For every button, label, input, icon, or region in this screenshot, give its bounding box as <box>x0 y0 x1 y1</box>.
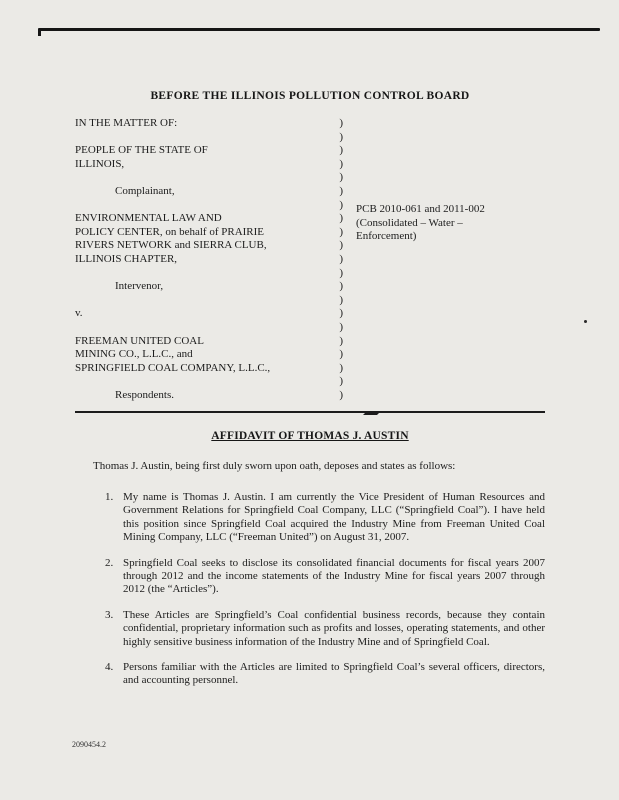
item-number: 3. <box>105 608 114 621</box>
court-title: BEFORE THE ILLINOIS POLLUTION CONTROL BOARD <box>150 90 470 102</box>
caption-divider-line <box>75 411 545 413</box>
caption-line <box>75 321 333 335</box>
caption-row <box>75 280 343 294</box>
caption-line <box>75 375 333 389</box>
affidavit-item <box>105 491 545 545</box>
caption-paren: ) <box>339 307 343 320</box>
caption-row <box>75 144 343 158</box>
caption-row <box>75 199 343 213</box>
caption-paren: ) <box>339 293 343 306</box>
caption-row <box>75 294 343 308</box>
caption-paren: ) <box>339 117 343 129</box>
document-number: 2090454.2 <box>72 740 106 749</box>
caption-paren: ) <box>339 157 343 170</box>
caption-row <box>75 131 343 145</box>
caption-row <box>75 362 343 376</box>
caption-line: Respondents. <box>115 388 174 401</box>
caption-row <box>75 348 343 362</box>
case-caption <box>75 117 545 402</box>
item-text: These Articles are Springfield’s Coal confidential business records, because they contain confidential, proprietary information such as profits and losses, operating statements, and other highly sensitive business information of the Industry Mine and of Springfield Coal. <box>123 608 545 648</box>
caption-row <box>75 239 343 253</box>
item-number: 1. <box>105 490 114 503</box>
affidavit-item <box>105 557 545 597</box>
caption-line: Complainant, <box>115 184 175 197</box>
caption-row <box>75 253 343 267</box>
caption-line: SPRINGFIELD COAL COMPANY, L.L.C., <box>75 361 271 374</box>
caption-paren: ) <box>339 171 343 184</box>
item-text: Persons familiar with the Articles are limited to Springfield Coal’s several officers, directors, and accounting personnel. <box>123 661 545 687</box>
caption-paren: ) <box>339 225 343 238</box>
item-number: 4. <box>105 661 114 674</box>
caption-line: IN THE MATTER OF: <box>75 117 178 129</box>
caption-row <box>75 185 343 199</box>
caption-line: POLICY CENTER, on behalf of PRAIRIE <box>75 225 265 238</box>
item-number: 2. <box>105 556 114 569</box>
caption-paren: ) <box>339 266 343 279</box>
affidavit-item <box>105 661 545 688</box>
caption-row <box>75 267 343 281</box>
caption-paren: ) <box>339 252 343 265</box>
caption-line: ENVIRONMENTAL LAW AND <box>75 212 222 225</box>
caption-row <box>75 212 343 226</box>
caption-paren: ) <box>339 361 343 374</box>
caption-paren: ) <box>339 320 343 333</box>
case-number-line: Enforcement) <box>356 230 417 243</box>
caption-row <box>75 171 343 185</box>
affidavit-item <box>105 609 545 649</box>
caption-row <box>75 158 343 172</box>
affidavit-items <box>75 491 545 688</box>
affidavit-title: AFFIDAVIT OF THOMAS J. AUSTIN <box>211 430 409 443</box>
caption-paren: ) <box>339 334 343 347</box>
caption-line <box>75 267 333 281</box>
caption-line <box>75 131 333 145</box>
caption-paren: ) <box>339 212 343 225</box>
caption-line: FREEMAN UNITED COAL <box>75 334 204 347</box>
caption-paren: ) <box>339 348 343 361</box>
caption-paren: ) <box>339 375 343 388</box>
caption-row <box>75 226 343 240</box>
caption-line <box>75 294 333 308</box>
caption-paren: ) <box>339 239 343 252</box>
caption-line: ILLINOIS, <box>75 157 125 170</box>
intro-paragraph: Thomas J. Austin, being first duly sworn upon oath, deposes and states as follows: <box>93 460 456 473</box>
case-number-line: PCB 2010-061 and 2011-002 <box>356 203 485 215</box>
caption-paren: ) <box>339 130 343 143</box>
caption-line: ILLINOIS CHAPTER, <box>75 252 178 265</box>
caption-row <box>75 321 343 335</box>
caption-paren: ) <box>339 280 343 293</box>
caption-row <box>75 307 343 321</box>
caption-paren: ) <box>339 388 343 401</box>
caption-paren: ) <box>339 144 343 157</box>
item-text: Springfield Coal seeks to disclose its consolidated financial documents for fiscal years 2007 through 2012 and the income statements of the Industry Mine for fiscal years 2007 through 2012 (the “Articles”). <box>123 556 545 596</box>
case-number-line: (Consolidated – Water – <box>356 216 463 229</box>
caption-line: Intervenor, <box>115 280 164 293</box>
caption-line <box>75 171 333 185</box>
item-text: My name is Thomas J. Austin. I am currently the Vice President of Human Resources and Government Relations for Springfield Coal Company, LLC (“Springfield Coal”). I have held this position since Springfield Coal acquired the Industry Mine from Freeman United Coal Mining Company, LLC (“Freeman United”) on August 31, 2007. <box>123 490 545 544</box>
case-number-block <box>356 203 485 244</box>
caption-line <box>75 199 333 213</box>
caption-line: RIVERS NETWORK and SIERRA CLUB, <box>75 239 267 252</box>
caption-paren: ) <box>339 198 343 211</box>
scan-artifact-top-line <box>38 28 600 31</box>
caption-line: MINING CO., L.L.C., and <box>75 348 193 361</box>
caption-paren: ) <box>339 184 343 197</box>
caption-line: PEOPLE OF THE STATE OF <box>75 144 208 157</box>
caption-row <box>75 389 343 403</box>
scan-artifact-dot <box>584 320 587 323</box>
caption-row <box>75 117 343 131</box>
caption-line: v. <box>75 307 83 320</box>
caption-row <box>75 335 343 349</box>
caption-row <box>75 375 343 389</box>
